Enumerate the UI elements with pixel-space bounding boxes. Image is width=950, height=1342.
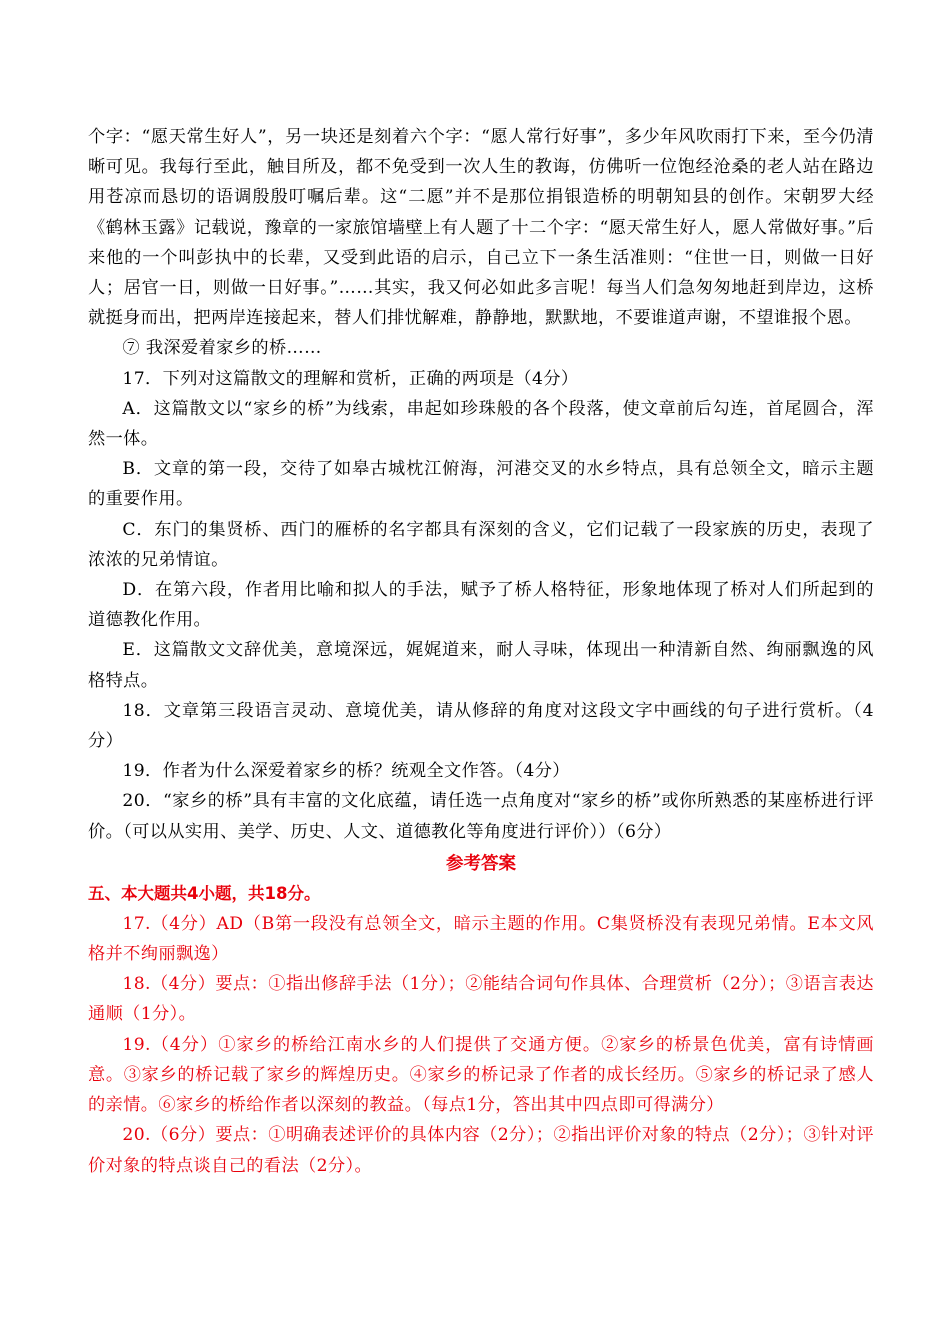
question-17-option-a: A．这篇散文以“家乡的桥”为线索，串起如珍珠般的各个段落，使文章前后勾连，首尾圆合，浑然一体。: [88, 398, 874, 450]
answer-20: 20.（6分）要点：①明确表述评价的具体内容（2分）；②指出评价对象的特点（2分）；③针对评价对象的特点谈自己的看法（2分）。: [88, 1125, 874, 1176]
question-20: 20．“家乡的桥”具有丰富的文化底蕴，请任选一点角度对“家乡的桥”或你所熟悉的某座桥进行评价。（可以从实用、美学、历史、人文、道德教化等角度进行评价））（6分）: [88, 791, 874, 842]
question-19: 19．作者为什么深爱着家乡的桥？统观全文作答。（4分）: [122, 761, 570, 782]
answer-section-heading: 五、本大题共4小题，共18分。: [88, 883, 321, 903]
question-18: 18．文章第三段语言灵动、意境优美，请从修辞的角度对这段文字中画线的句子进行赏析。（4分）: [88, 700, 874, 752]
answer-17: 17.（4分）AD（B第一段没有总领全文，暗示主题的作用。C集贤桥没有表现兄弟情。E本文风格并不绚丽飘逸）: [88, 913, 874, 965]
document-page: [88, 122, 874, 1181]
question-17-stem: 17．下列对这篇散文的理解和赏析，正确的两项是（4分）: [122, 368, 579, 389]
question-17-option-e: E．这篇散文文辞优美，意境深远，娓娓道来，耐人寻味，体现出一种清新自然、绚丽飘逸的风格特点。: [88, 640, 874, 691]
answer-key-title: 参考答案: [446, 853, 516, 874]
question-17-option-c: C．东门的集贤桥、西门的雁桥的名字都具有深刻的含义，它们记载了一段家族的历史，表现了浓浓的兄弟情谊。: [88, 519, 874, 570]
answer-18: 18.（4分）要点：①指出修辞手法（1分）；②能结合词句作具体、合理赏析（2分）；③语言表达通顺（1分）。: [88, 974, 874, 1025]
passage-paragraph-6: 个字：“愿天常生好人”，另一块还是刻着六个字：“愿人常行好事”，多少年风吹雨打下来，至今仍清晰可见。我每行至此，触目所及，都不免受到一次人生的教诲，仿佛听一位饱经沧桑的老人站在路边用苍凉而恳切的语调殷殷叮嘱后辈。这“二愿”并不是那位捐银造桥的明朝知县的创作。宋朝罗大经《鹤林玉露》记载说，豫章的一家旅馆墙壁上有人题了十二个字：“愿天常生好人，愿人常做好事。”后来他的一个叫彭执中的长辈，又受到此语的启示，自己立下一条生活准则：“住世一日，则做一日好人；居官一日，则做一日好事。”……其实，我又何必如此多言呢！每当人们急匆匆地赶到岸边，这桥就挺身而出，把两岸连接起来，替人们排忧解难，静静地，默默地，不要谁道声谢，不望谁报个恩。: [88, 127, 874, 329]
answer-19: 19.（4分）①家乡的桥给江南水乡的人们提供了交通方便。②家乡的桥景色优美，富有诗情画意。③家乡的桥记载了家乡的辉煌历史。④家乡的桥记录了作者的成长经历。⑤家乡的桥记录了感人的亲情。⑥家乡的桥给作者以深刻的教益。（每点1分，答出其中四点即可得满分）: [88, 1034, 874, 1116]
question-17-option-b: B．文章的第一段，交待了如皋古城枕江俯海，河港交叉的水乡特点，具有总领全文，暗示主题的重要作用。: [88, 459, 874, 510]
question-17-option-d: D．在第六段，作者用比喻和拟人的手法，赋予了桥人格特征，形象地体现了桥对人们所起到的道德教化作用。: [88, 580, 874, 631]
passage-paragraph-7: ⑦ 我深爱着家乡的桥……: [122, 338, 322, 359]
